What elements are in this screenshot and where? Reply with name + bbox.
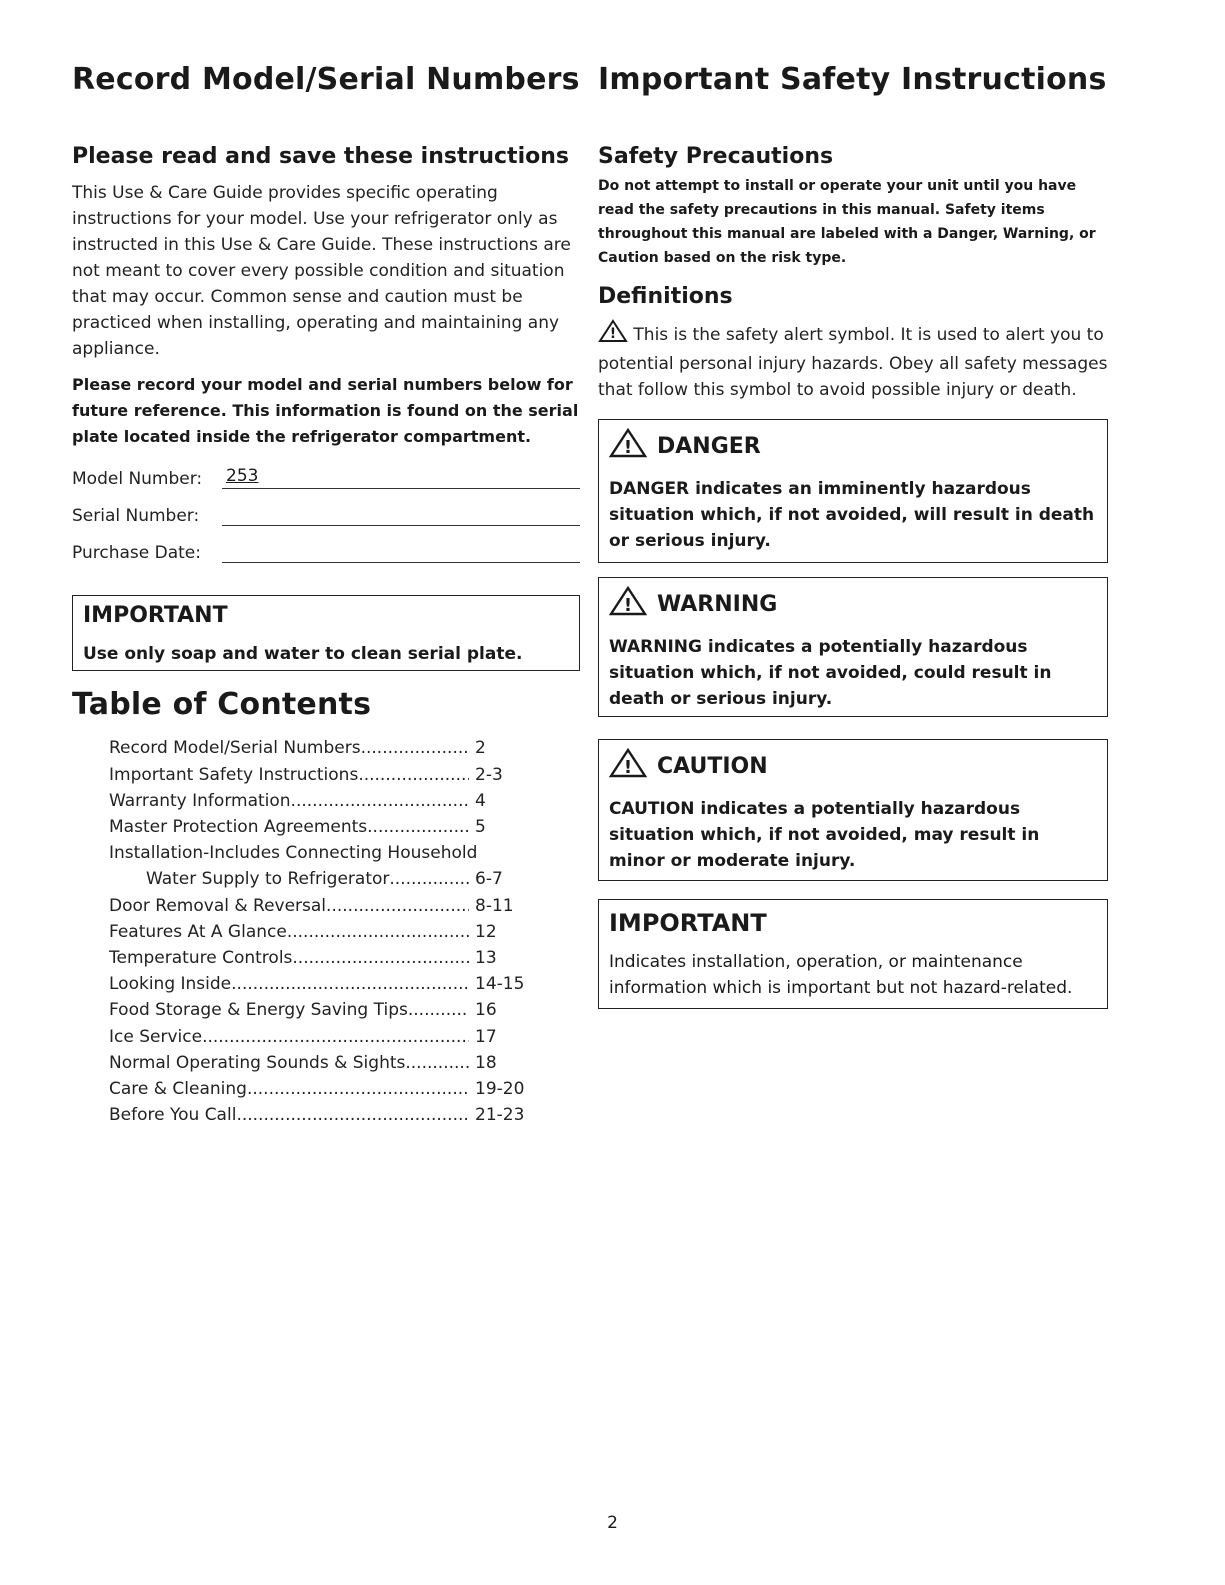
model-number-label: Model Number: (72, 469, 203, 490)
toc-heading: Table of Contents (72, 687, 372, 723)
read-save-subheading: Please read and save these instructions (72, 144, 569, 169)
purchase-date-row (72, 526, 580, 563)
toc-item[interactable]: Looking Inside ..... 14-15 (109, 971, 539, 997)
serial-number-label: Serial Number: (72, 506, 200, 527)
intro-text: This Use & Care Guide provides specific operating instructions for your model. Use your refrigerator only as instructed in this Use & Care Guide. These instructions are not meant to cover every possible condition and situation that may occur. Common sense and caution must be practiced when installing, operating and maintaining any appliance. (72, 183, 571, 360)
left-column (72, 62, 580, 1128)
precautions-heading: Safety Precautions (598, 144, 834, 169)
warning-title: WARNING (657, 591, 778, 617)
svg-text:!: ! (623, 756, 633, 778)
right-column (598, 62, 1108, 1009)
caution-text: CAUTION indicates a potentially hazardous situation which, if not avoided, may result in minor or moderate injury. (609, 799, 1040, 872)
toc-item[interactable]: Important Safety Instructions ..... 2-3 (109, 762, 539, 788)
svg-text:!: ! (623, 436, 633, 458)
danger-title: DANGER (657, 433, 761, 459)
serial-number-row (72, 489, 580, 526)
purchase-date-field[interactable] (222, 540, 580, 563)
safety-alert-icon (598, 319, 628, 351)
model-number-field[interactable]: 253 (222, 466, 580, 489)
safety-alert-icon (609, 428, 647, 467)
record-heading: Record Model/Serial Numbers (72, 62, 580, 97)
precautions-text: Do not attempt to install or operate your unit until you have read the safety precautions in this manual. Safety items throughout this manual are labeled with a Danger, Warning, or Caution based on the risk type. (598, 178, 1096, 267)
toc-item[interactable]: Installation-Includes Connecting Household (109, 843, 478, 864)
safety-alert-icon (609, 586, 647, 625)
toc-item[interactable]: Features At A Glance ..... 12 (109, 919, 539, 945)
toc-item[interactable]: Record Model/Serial Numbers ..... 2 (109, 735, 539, 761)
danger-title-row (609, 428, 1097, 467)
toc-item[interactable]: Normal Operating Sounds & Sights ..... 18 (109, 1050, 539, 1076)
purchase-date-label: Purchase Date: (72, 543, 201, 564)
danger-box (598, 419, 1108, 563)
toc-item[interactable]: Care & Cleaning ..... 19-20 (109, 1076, 539, 1102)
safety-alert-icon (609, 748, 647, 787)
warning-box (598, 577, 1108, 717)
toc-item[interactable]: Temperature Controls ..... 13 (109, 945, 539, 971)
important-box-info (598, 899, 1108, 1009)
toc-item[interactable]: Master Protection Agreements ..... 5 (109, 814, 539, 840)
danger-text: DANGER indicates an imminently hazardous situation which, if not avoided, will result in death or serious injury. (609, 479, 1095, 552)
warning-title-row (609, 586, 1097, 625)
record-note: Please record your model and serial numbers below for future reference. This information is found on the serial plate located inside the refrigerator compartment. (72, 375, 579, 447)
toc-item[interactable]: Food Storage & Energy Saving Tips ..... 16 (109, 997, 539, 1023)
important-info-title: IMPORTANT (609, 908, 767, 937)
toc-item[interactable]: Ice Service ..... 17 (109, 1024, 539, 1050)
page-number: 2 (607, 1513, 618, 1533)
svg-text:!: ! (623, 594, 633, 616)
toc-list (109, 735, 539, 1128)
record-fields (72, 452, 580, 563)
model-number-row (72, 452, 580, 489)
important-box-serial (72, 595, 580, 671)
warning-text: WARNING indicates a potentially hazardous situation which, if not avoided, could result in death or serious injury. (609, 637, 1052, 710)
svg-text:!: ! (609, 325, 617, 342)
toc-item[interactable]: Water Supply to Refrigerator ..... 6-7 (109, 866, 539, 892)
definitions-text: This is the safety alert symbol. It is used to alert you to potential personal injury hazards. Obey all safety messages that follow this symbol to avoid possible injury or death. (598, 324, 1108, 400)
important-box-title: IMPORTANT (83, 603, 228, 629)
caution-box (598, 739, 1108, 881)
definitions-paragraph (598, 319, 1108, 403)
toc-item[interactable]: Door Removal & Reversal ..... 8-11 (109, 893, 539, 919)
important-box-text: Use only soap and water to clean serial plate. (83, 643, 523, 664)
toc-item[interactable]: Before You Call ..... 21-23 (109, 1102, 539, 1128)
definitions-heading: Definitions (598, 284, 733, 310)
safety-heading: Important Safety Instructions (598, 62, 1107, 97)
caution-title: CAUTION (657, 753, 768, 779)
serial-number-field[interactable] (222, 503, 580, 526)
toc-item[interactable]: Warranty Information ..... 4 (109, 788, 539, 814)
important-info-text: Indicates installation, operation, or maintenance information which is important but not hazard-related. (609, 951, 1073, 998)
caution-title-row (609, 748, 1097, 787)
